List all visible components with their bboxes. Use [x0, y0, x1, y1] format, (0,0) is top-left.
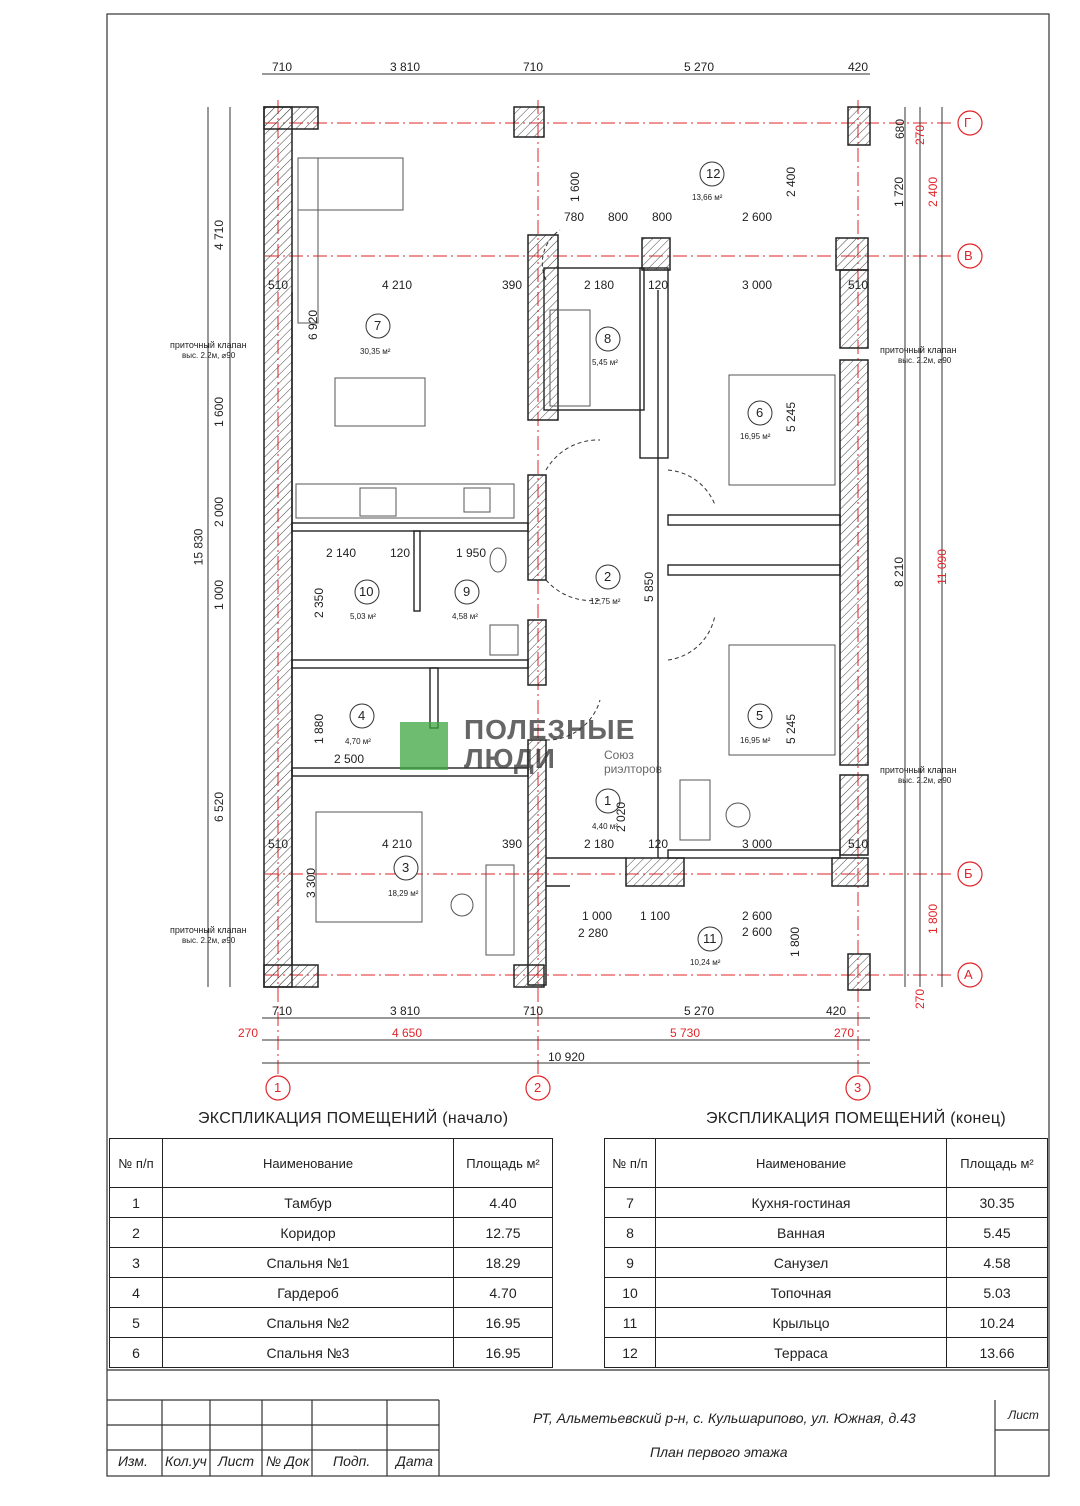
dim-left-6: 6 520 [212, 791, 227, 823]
cell-num: 11 [605, 1308, 656, 1338]
axis-2: 2 [534, 1080, 542, 1095]
cell-name: Санузел [656, 1248, 947, 1278]
room-num: 9 [463, 584, 471, 599]
room-area: 5,45 м² [592, 358, 618, 367]
cell-area: 18.29 [454, 1248, 553, 1278]
cell-name: Тамбур [163, 1188, 454, 1218]
dim-right-7: 270 [913, 124, 928, 146]
room-area: 30,35 м² [360, 347, 391, 356]
stamp-col-podp: Подп. [333, 1453, 371, 1469]
inner-dim: 5 245 [784, 713, 799, 745]
cell-num: 12 [605, 1338, 656, 1368]
inner-dim: 3 000 [742, 837, 773, 851]
inner-dim: 3 300 [304, 867, 319, 899]
inner-dim: 5 245 [784, 401, 799, 433]
cell-name: Кухня-гостиная [656, 1188, 947, 1218]
inner-dim: 5 850 [642, 571, 657, 603]
inner-dim: 2 180 [584, 837, 615, 851]
cell-num: 5 [110, 1308, 163, 1338]
table-header-row [110, 1139, 553, 1188]
cell-area: 5.03 [947, 1278, 1048, 1308]
valve-sub-1: выс. 2.2м, ⌀90 [182, 351, 236, 360]
dim-right-4: 1 800 [926, 903, 941, 935]
cell-area: 12.75 [454, 1218, 553, 1248]
inner-dim: 800 [608, 210, 629, 224]
stamp-col-koluch: Кол.уч [165, 1453, 207, 1469]
cell-area: 4.70 [454, 1278, 553, 1308]
table-row [110, 1338, 553, 1368]
stamp-col-izm: Изм. [118, 1453, 148, 1469]
cell-num: 9 [605, 1248, 656, 1278]
valve-sub-3: выс. 2.2м, ⌀90 [898, 776, 952, 785]
cell-area: 4.40 [454, 1188, 553, 1218]
room-num: 10 [359, 584, 374, 599]
cell-name: Спальня №3 [163, 1338, 454, 1368]
inner-dim: 120 [648, 837, 669, 851]
axis-v: В [964, 248, 973, 263]
cell-area: 16.95 [454, 1308, 553, 1338]
room-area: 4,70 м² [345, 737, 371, 746]
cell-name: Крыльцо [656, 1308, 947, 1338]
dim-bot-1: 710 [272, 1004, 293, 1018]
dim-right-8: 270 [913, 988, 928, 1010]
cell-name: Терраса [656, 1338, 947, 1368]
room-area: 18,29 м² [388, 889, 419, 898]
room-num: 7 [374, 318, 382, 333]
inner-dim: 1 800 [788, 926, 803, 958]
table-row [605, 1308, 1048, 1338]
cell-name: Спальня №1 [163, 1248, 454, 1278]
inner-dim: 780 [564, 210, 585, 224]
explication-table-right [604, 1138, 1048, 1368]
axis-a: А [964, 967, 973, 982]
dim-left-5: 1 000 [212, 579, 227, 611]
inner-dim: 2 180 [584, 278, 615, 292]
inner-dim: 2 500 [334, 752, 365, 766]
table-left-title: ЭКСПЛИКАЦИЯ ПОМЕЩЕНИЙ (начало) [198, 1110, 509, 1127]
inner-dim: 800 [652, 210, 673, 224]
room-area: 4,58 м² [452, 612, 478, 621]
stamp-col-data: Дата [396, 1453, 433, 1469]
dim-right-2: 8 210 [892, 556, 907, 588]
inner-dim: 3 000 [742, 278, 773, 292]
inner-dim: 2 280 [578, 926, 609, 940]
cell-num: 7 [605, 1188, 656, 1218]
axis-3: 3 [854, 1080, 862, 1095]
table-row [605, 1218, 1048, 1248]
room-area: 12,75 м² [590, 597, 621, 606]
table-row [605, 1188, 1048, 1218]
dim-bot-4: 5 270 [684, 1004, 715, 1018]
cell-area: 4.58 [947, 1248, 1048, 1278]
watermark-sub1: Союз [604, 748, 634, 762]
inner-dim: 510 [848, 278, 869, 292]
dim-bot-3: 710 [523, 1004, 544, 1018]
inner-dim: 2 400 [784, 166, 799, 198]
dim-top-4: 5 270 [684, 60, 715, 74]
inner-dim: 510 [268, 837, 289, 851]
cell-name: Топочная [656, 1278, 947, 1308]
inner-dim: 120 [390, 546, 411, 560]
cell-num: 1 [110, 1188, 163, 1218]
dim-bot2-2: 4 650 [392, 1026, 423, 1040]
dim-bot2-1: 270 [238, 1026, 259, 1040]
inner-dim: 2 600 [742, 210, 773, 224]
dim-right-3: 2 400 [926, 176, 941, 208]
dim-bot-5: 420 [826, 1004, 847, 1018]
inner-dim: 1 950 [456, 546, 487, 560]
room-num: 12 [706, 166, 721, 181]
table-row [110, 1188, 553, 1218]
dim-right-5: 1 720 [892, 176, 907, 208]
inner-dim: 120 [648, 278, 669, 292]
dim-left-4: 2 000 [212, 496, 227, 528]
stamp-sheet-label: Лист [1008, 1408, 1039, 1422]
room-area: 16,95 м² [740, 432, 771, 441]
inner-dim: 1 100 [640, 909, 671, 923]
valve-sub-4: выс. 2.2м, ⌀90 [182, 936, 236, 945]
cell-num: 6 [110, 1338, 163, 1368]
table-right-title: ЭКСПЛИКАЦИЯ ПОМЕЩЕНИЙ (конец) [706, 1110, 1006, 1127]
inner-dim: 390 [502, 278, 523, 292]
inner-dim: 2 140 [326, 546, 357, 560]
cell-num: 4 [110, 1278, 163, 1308]
cell-num: 8 [605, 1218, 656, 1248]
axis-g: Г [964, 115, 972, 130]
cell-name: Ванная [656, 1218, 947, 1248]
stamp-sheet-title: План первого этажа [650, 1444, 788, 1460]
dim-right-1: 11 090 [934, 549, 949, 585]
cell-area: 13.66 [947, 1338, 1048, 1368]
cell-area: 16.95 [454, 1338, 553, 1368]
axis-b: Б [964, 866, 973, 881]
room-num: 5 [756, 708, 764, 723]
dim-bot2-3: 5 730 [670, 1026, 701, 1040]
table-row [110, 1218, 553, 1248]
table-row [110, 1248, 553, 1278]
valve-label-4: приточный клапан [170, 925, 247, 935]
inner-dim: 2 600 [742, 925, 773, 939]
inner-dim: 4 210 [382, 278, 413, 292]
col-num-header: № п/п [605, 1139, 656, 1188]
dim-bot2-4: 270 [834, 1026, 855, 1040]
dim-left-1: 4 710 [212, 219, 227, 251]
dim-left-3: 1 600 [212, 396, 227, 428]
col-area-header: Площадь м² [454, 1139, 553, 1188]
room-area: 13,66 м² [692, 193, 723, 202]
inner-dim: 2 350 [312, 587, 327, 619]
dim-left-2: 6 920 [306, 309, 321, 341]
cell-num: 2 [110, 1218, 163, 1248]
dim-overall-width: 10 920 [548, 1050, 585, 1064]
table-header-row [605, 1139, 1048, 1188]
inner-dim: 2 600 [742, 909, 773, 923]
valve-label-3: приточный клапан [880, 765, 957, 775]
dim-top-3: 710 [523, 60, 544, 74]
axis-1: 1 [274, 1080, 282, 1095]
stamp-address: РТ, Альметьевский р-н, с. Кульшарипово, ул. Южная, д.43 [533, 1410, 916, 1426]
cell-area: 30.35 [947, 1188, 1048, 1218]
inner-dim: 390 [502, 837, 523, 851]
table-row [110, 1308, 553, 1338]
cell-area: 5.45 [947, 1218, 1048, 1248]
table-row [605, 1278, 1048, 1308]
dim-top-1: 710 [272, 60, 293, 74]
watermark-sub2: риэлторов [604, 762, 662, 776]
table-row [605, 1338, 1048, 1368]
table-row [605, 1248, 1048, 1278]
col-name-header: Наименование [163, 1139, 454, 1188]
table-row [110, 1278, 553, 1308]
watermark-line2: ЛЮДИ [464, 743, 556, 774]
room-area: 5,03 м² [350, 612, 376, 621]
room-num: 2 [604, 569, 612, 584]
room-area: 16,95 м² [740, 736, 771, 745]
valve-label-1: приточный клапан [170, 340, 247, 350]
dim-bot-2: 3 810 [390, 1004, 421, 1018]
room-num: 4 [358, 708, 366, 723]
cell-name: Гардероб [163, 1278, 454, 1308]
cell-num: 10 [605, 1278, 656, 1308]
dim-top-5: 420 [848, 60, 869, 74]
cell-name: Спальня №2 [163, 1308, 454, 1338]
room-num: 11 [703, 931, 717, 946]
col-area-header: Площадь м² [947, 1139, 1048, 1188]
watermark-logo-square [400, 722, 448, 770]
dim-right-6: 680 [893, 118, 908, 140]
room-area: 4,40 м² [592, 822, 618, 831]
room-num: 8 [604, 331, 612, 346]
inner-dim: 1 000 [582, 909, 613, 923]
valve-label-2: приточный клапан [880, 345, 957, 355]
inner-dim: 4 210 [382, 837, 413, 851]
inner-dim: 510 [848, 837, 869, 851]
room-num: 3 [402, 860, 410, 875]
inner-dim: 2 020 [614, 801, 629, 833]
stamp-col-ndoc: № Док [266, 1453, 310, 1469]
explication-table-left [109, 1138, 553, 1368]
dim-top-2: 3 810 [390, 60, 421, 74]
watermark-line1: ПОЛЕЗНЫЕ [464, 714, 636, 745]
inner-dim: 1 600 [568, 171, 583, 203]
inner-dim: 1 880 [312, 713, 327, 745]
inner-dim: 510 [268, 278, 289, 292]
room-num: 1 [604, 793, 612, 808]
room-area: 10,24 м² [690, 958, 721, 967]
room-num: 6 [756, 405, 764, 420]
cell-num: 3 [110, 1248, 163, 1278]
cell-area: 10.24 [947, 1308, 1048, 1338]
valve-sub-2: выс. 2.2м, ⌀90 [898, 356, 952, 365]
col-name-header: Наименование [656, 1139, 947, 1188]
cell-name: Коридор [163, 1218, 454, 1248]
dim-overall-height: 15 830 [191, 528, 206, 566]
col-num-header: № п/п [110, 1139, 163, 1188]
stamp-col-list: Лист [218, 1453, 255, 1469]
